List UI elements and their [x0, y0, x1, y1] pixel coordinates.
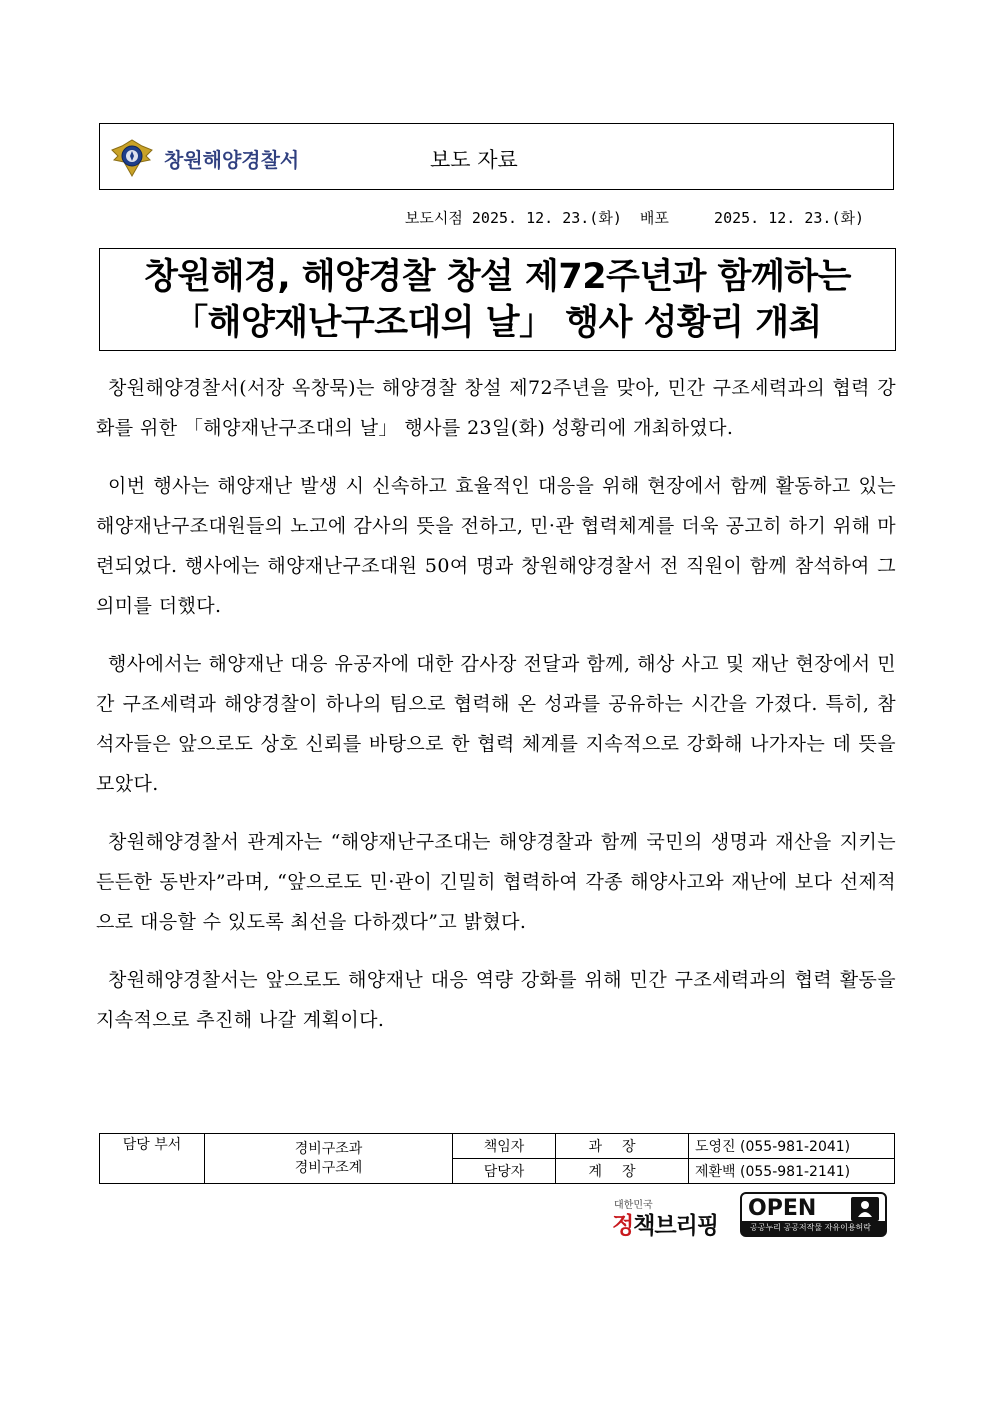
- position-cell: 과장: [556, 1134, 689, 1159]
- paragraph-3: 행사에서는 해양재난 대응 유공자에 대한 감사장 전달과 함께, 해상 사고 및 재난 현장에서 민간 구조세력과 해양경찰이 하나의 팀으로 협력해 온 성과를 공유하는 시간을 가졌다. 특히, 참석자들은 앞으로도 상호 신뢰를 바탕으로 한 협력 체계를 지속적으로 강화해 나가자는 데 뜻을 모았다.: [96, 653, 896, 795]
- role-cell: 담당자: [453, 1159, 556, 1184]
- briefing-logo: [612, 1207, 718, 1240]
- org-name: 창원해양경찰서: [164, 148, 300, 172]
- paragraph-2: 이번 행사는 해양재난 발생 시 신속하고 효율적인 대응을 위해 현장에서 함께 활동하고 있는 해양재난구조대원들의 노고에 감사의 뜻을 전하고, 민·관 협력체계를 더욱 공고히 하기 위해 마련되었다. 행사에는 해양재난구조대원 50여 명과 창원해양경찰서 전 직원이 함께 참석하여 그 의미를 더했다.: [96, 475, 896, 617]
- contact-table: [99, 1133, 895, 1184]
- briefing-logo-rest: 책브리핑: [633, 1213, 719, 1239]
- briefing-logo-red: 정: [612, 1213, 634, 1239]
- attribution-person-icon: [851, 1197, 879, 1221]
- paragraph-5: 창원해양경찰서는 앞으로도 해양재난 대응 역량 강화를 위해 민간 구조세력과의 협력 활동을 지속적으로 추진해 나갈 계획이다.: [96, 969, 896, 1031]
- dept-line-1: 경비구조과: [294, 1140, 363, 1157]
- headline-line-1: 창원해경, 해양경찰 창설 제72주년과 함께하는: [144, 257, 851, 297]
- open-label: OPEN: [748, 1196, 817, 1221]
- article-body: [96, 368, 896, 1058]
- role-cell: 책임자: [453, 1134, 556, 1159]
- kogl-open-badge: [740, 1192, 887, 1237]
- briefing-logo-small: 대한민국: [614, 1200, 653, 1211]
- header-box: [99, 123, 894, 190]
- dept-line-2: 경비구조계: [294, 1159, 363, 1176]
- person-cell: 제환백 (055-981-2141): [689, 1159, 895, 1184]
- dept-label: 담당 부서: [100, 1134, 205, 1184]
- table-row: [100, 1134, 895, 1159]
- open-strip: 공공누리 공공저작물 자유이용허락: [742, 1221, 885, 1235]
- release-date-line: 보도시점 2025. 12. 23.(화) 배포 2025. 12. 23.(화): [404, 209, 864, 227]
- person-cell: 도영진 (055-981-2041): [689, 1134, 895, 1159]
- paragraph-4: 창원해양경찰서 관계자는 “해양재난구조대는 해양경찰과 함께 국민의 생명과 재산을 지키는 든든한 동반자”라며, “앞으로도 민·관이 긴밀히 협력하여 각종 해양사고와 재난에 보다 선제적으로 대응할 수 있도록 최선을 다하겠다”고 밝혔다.: [96, 831, 896, 933]
- paragraph-1: 창원해양경찰서(서장 옥창묵)는 해양경찰 창설 제72주년을 맞아, 민간 구조세력과의 협력 강화를 위한 「해양재난구조대의 날」 행사를 23일(화) 성황리에 개최하였다.: [96, 377, 896, 439]
- position-cell: 계장: [556, 1159, 689, 1184]
- coast-guard-emblem-icon: [110, 136, 154, 180]
- dept-name: [205, 1134, 453, 1184]
- headline-box: [99, 248, 896, 351]
- headline-line-2: 「해양재난구조대의 날」 행사 성황리 개최: [173, 303, 822, 343]
- document-type: 보도 자료: [430, 148, 518, 172]
